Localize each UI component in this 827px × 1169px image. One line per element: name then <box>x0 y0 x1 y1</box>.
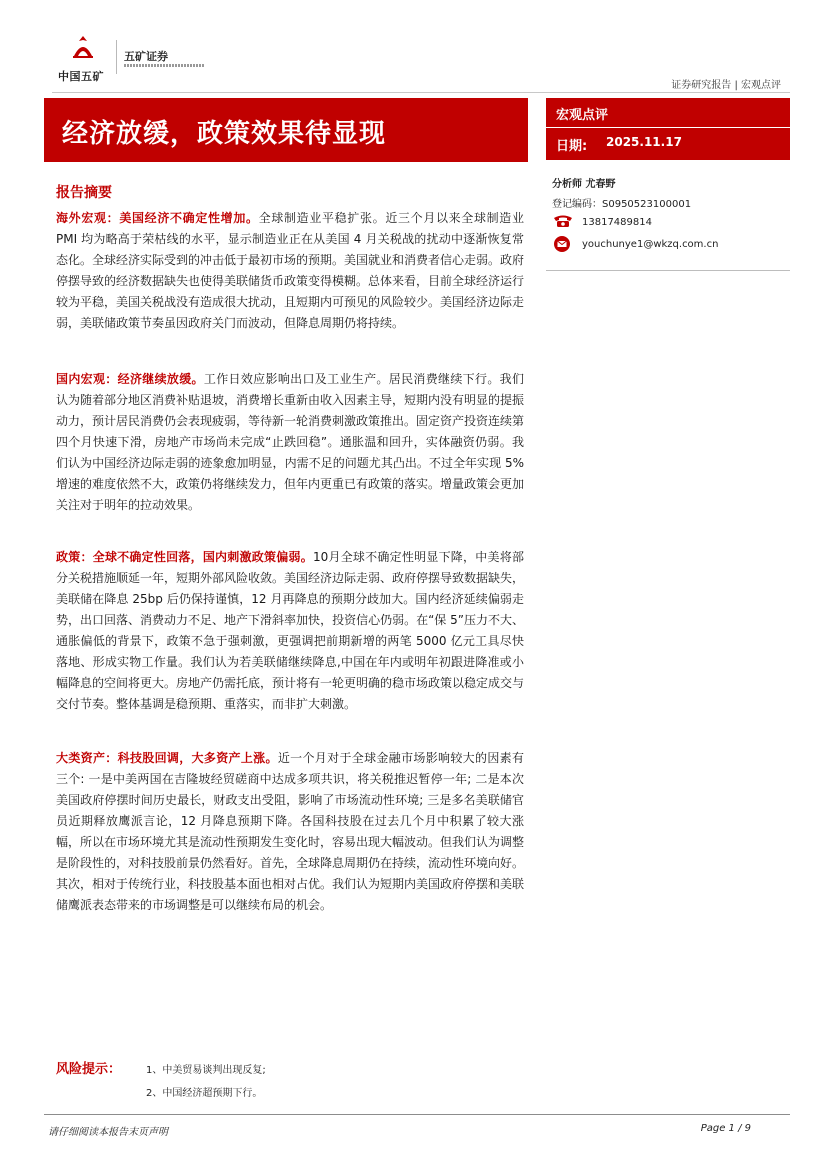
summary-paragraph-domestic <box>56 369 524 516</box>
analyst-email[interactable]: youchunye1@wkzq.com.cn <box>582 239 719 250</box>
report-category: 证券研究报告 | 宏观点评 <box>671 80 781 91</box>
mail-icon <box>554 236 570 252</box>
sidebar-rule <box>546 270 790 271</box>
logo-emblem-icon <box>70 34 96 60</box>
report-type: 宏观点评 <box>556 108 609 123</box>
summary-heading: 报告摘要 <box>56 185 112 201</box>
company-logo <box>52 32 202 82</box>
paragraph-text: 10月全球不确定性明显下降，中美将部分关税措施顺延一年，短期外部风险收敛。美国经济边际走弱、政府停摆导致数据缺失，美联储在降息 25bp 后仍保持谨慎，12 月再降息的预期分歧加大。国内经济延续偏弱走势，出口回落、消费动力不足、地产下滑斜率加快，投资信心仍弱。在“保 5”压力不大、通胀偏低的背景下，政策不急于强刺激，更强调把前期新增的两笔 5000 亿元工具尽快落地、形成实物工作量。我们认为若美联储继续降息,中国在年内或明年初跟进降准或小幅降息的空间将更大。房地产仍需托底，预计将有一轮更明确的稳市场政策以稳定成交与交付节奏。整体基调是稳预期、重落实，而非扩大刺激。 <box>56 550 525 711</box>
risk-item: 2、中国经济超预期下行。 <box>146 1088 263 1099</box>
date-label: 日期: <box>556 139 588 154</box>
page-number: Page 1 / 9 <box>700 1123 751 1134</box>
analyst-phone: 13817489814 <box>582 217 652 228</box>
paragraph-lead: 海外宏观：美国经济不确定性增加。 <box>56 211 259 225</box>
phone-icon <box>552 214 574 228</box>
logo-company-name: 中国五矿 <box>58 70 104 83</box>
paragraph-lead: 政策：全球不确定性回落，国内刺激政策偏弱。 <box>56 550 313 564</box>
logo-tagline-decoration <box>124 64 204 67</box>
page-title: 经济放缓，政策效果待显现 <box>62 119 387 149</box>
paragraph-text: 工作日效应影响出口及工业生产。居民消费继续下行。我们认为随着部分地区消费补贴退坡，消费增长重新由收入因素主导，短期内没有明显的提振动力，预计居民消费仍会表现疲弱，等待新一轮消费刺激政策推出。固定资产投资连续第四个月快速下滑，房地产市场尚未完成“止跌回稳”。通胀温和回升，实体融资仍弱。我们认为中国经济边际走弱的迹象愈加明显，内需不足的问题尤其凸出。不过全年实现 5%增速的难度依然不大，政策仍将继续发力，但年内更重已有政策的落实。增量政策会更加关注对于明年的拉动效果。 <box>56 372 525 512</box>
report-info-divider <box>546 127 790 128</box>
risk-item: 1、中美贸易谈判出现反复; <box>146 1065 266 1076</box>
risk-label: 风险提示： <box>56 1062 122 1077</box>
logo-brand-name: 五矿证券 <box>124 50 168 63</box>
paragraph-lead: 大类资产：科技股回调，大多资产上涨。 <box>56 751 278 765</box>
header-rule <box>52 92 790 93</box>
paragraph-text: 近一个月对于全球金融市场影响较大的因素有三个: 一是中美两国在吉隆坡经贸磋商中达成多项共识，将关税推迟暂停一年; 二是本次美国政府停摆时间历史最长，财政支出受阻，影响了市场流动性环境; 三是多名美联储官员近期释放鹰派言论，12 月降息预期下降。各国科技股在过去几个月中积累了较大涨幅，所以在市场环境尤其是流动性预期发生变化时，容易出现大幅波动。但我们认为调整是阶段性的，对科技股前景仍然看好。首先，全球降息周期仍在持续，流动性环境向好。其次，相对于传统行业，科技股基本面也相对占优。我们认为短期内美国政府停摆和美联储鹰派表态带来的市场调整是可以继续布局的机会。 <box>56 751 525 912</box>
logo-divider <box>116 40 117 74</box>
footer-rule <box>44 1114 790 1115</box>
summary-paragraph-overseas <box>56 208 524 334</box>
footer-disclaimer: 请仔细阅读本报告末页声明 <box>48 1127 168 1138</box>
paragraph-text: 全球制造业平稳扩张。近三个月以来全球制造业 PMI 均为略高于荣枯线的水平，显示制造业正在从美国 4 月关税战的扰动中逐渐恢复常态化。全球经济实际受到的冲击低于最初市场的预期。美国就业和消费者信心走弱。政府停摆导致的经济数据缺失也使得美联储货币政策变得模糊。总体来看，目前全球经济运行较为平稳，美国关税战没有造成很大扰动，且短期内可预见的风险较少。美国经济边际走弱，美联储政策节奏虽因政府关门而波动，但降息周期仍将持续。 <box>56 211 525 330</box>
paragraph-lead: 国内宏观：经济继续放缓。 <box>56 372 204 386</box>
analyst-name: 分析师 尤春野 <box>552 179 616 190</box>
analyst-registration: 登记编码：S0950523100001 <box>552 199 692 210</box>
summary-paragraph-assets <box>56 748 524 916</box>
report-date: 2025.11.17 <box>606 135 682 149</box>
summary-paragraph-policy <box>56 547 524 715</box>
